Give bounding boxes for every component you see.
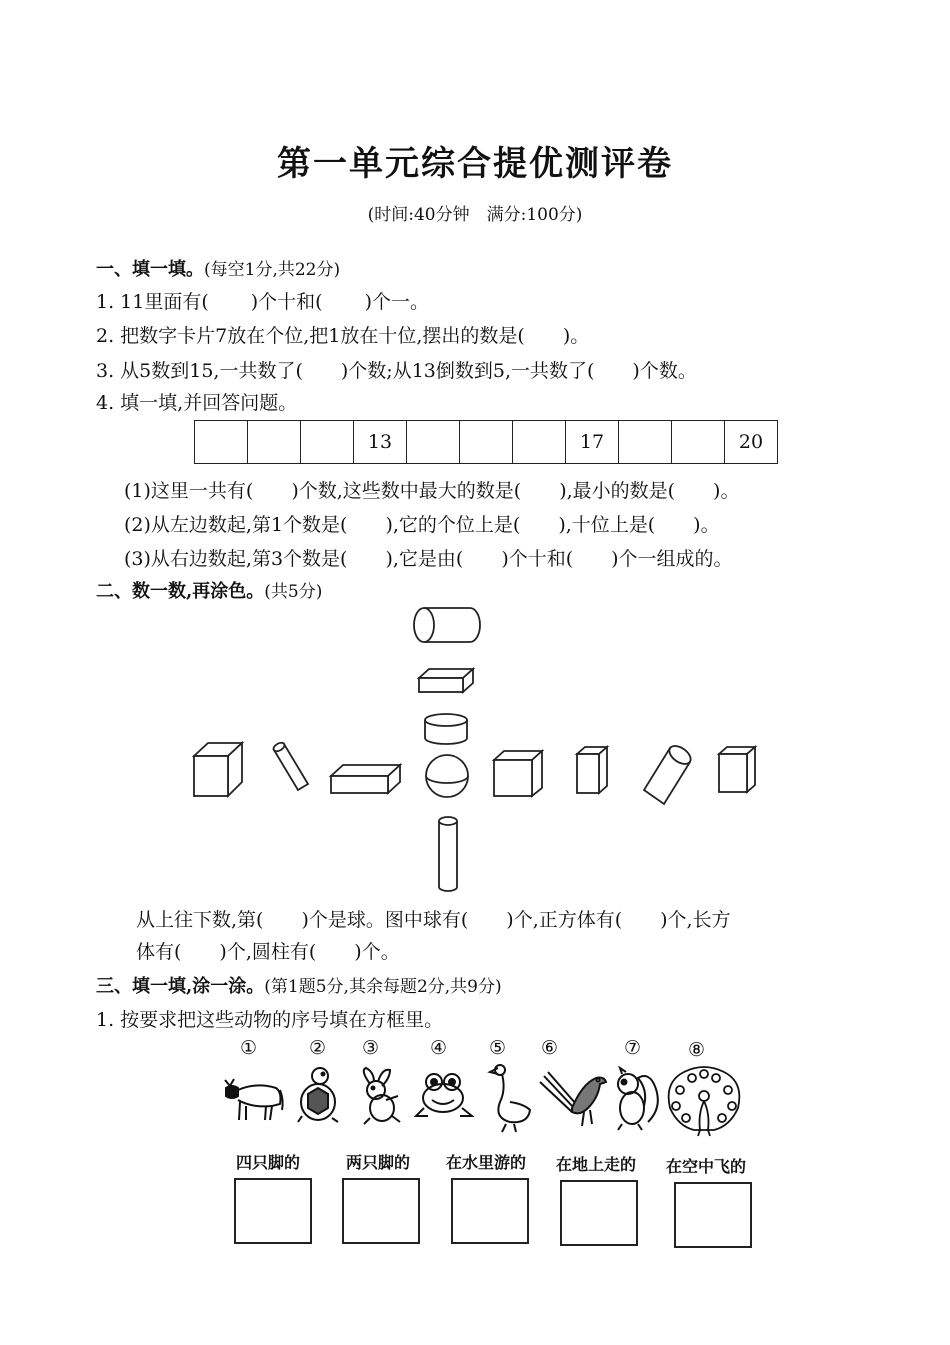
number-line-table — [194, 420, 778, 464]
cuboid-tall-shape[interactable] — [716, 744, 758, 796]
q1-part-b: )个十和( — [250, 291, 323, 313]
turtle-icon — [296, 1066, 342, 1126]
number-cell[interactable] — [248, 421, 301, 463]
cylinder-upright-shape[interactable] — [436, 815, 460, 893]
animal-number: ① — [240, 1037, 258, 1059]
animal-number: ⑧ — [688, 1039, 706, 1061]
goose-icon — [484, 1062, 534, 1134]
question-1-2: 2. 把数字卡片7放在个位,把1放在十位,摆出的数是( )。 — [96, 325, 590, 347]
cylinder-lying-shape[interactable] — [410, 605, 482, 647]
section3-note: (第1题5分,其余每题2分,共9分) — [264, 977, 502, 997]
answer-box-four-legs[interactable] — [234, 1178, 312, 1244]
number-cell[interactable] — [195, 421, 248, 463]
section2-text-line1: 从上往下数,第( )个是球。图中球有( )个,正方体有( )个,长方 — [136, 909, 731, 931]
question-1-4-sub1: (1)这里一共有( )个数,这些数中最大的数是( ),最小的数是( )。 — [124, 480, 740, 502]
box-label-swim: 在水里游的 — [446, 1153, 527, 1172]
animal-number: ④ — [430, 1037, 448, 1059]
animal-number: ③ — [362, 1037, 380, 1059]
section2-title: 二、数一数,再涂色。 — [96, 581, 265, 602]
section2-heading — [96, 577, 322, 603]
squirrel-icon — [608, 1066, 664, 1132]
cylinder-thin-tilted-shape[interactable] — [270, 740, 315, 796]
section1-title: 一、填一填。 — [96, 259, 204, 280]
box-label-two-legs: 两只脚的 — [346, 1153, 411, 1172]
number-cell: 20 — [738, 431, 764, 453]
cow-icon — [222, 1074, 286, 1126]
cuboid-tall-shape[interactable] — [574, 744, 610, 796]
box-label-four-legs: 四只脚的 — [236, 1153, 301, 1172]
number-cell[interactable] — [672, 421, 725, 463]
number-cell: 13 — [354, 421, 407, 463]
section2-text-line2: 体有( )个,圆柱有( )个。 — [136, 941, 400, 963]
number-cell[interactable] — [407, 421, 460, 463]
question-1-4-sub3: (3)从右边数起,第3个数是( ),它是由( )个十和( )个一组成的。 — [124, 548, 733, 570]
answer-box-swim[interactable] — [451, 1178, 529, 1244]
section2-note: (共5分) — [264, 582, 323, 602]
animal-number: ⑦ — [624, 1037, 642, 1059]
section1-heading — [96, 255, 340, 281]
question-1-4-sub2: (2)从左边数起,第1个数是( ),它的个位上是( ),十位上是( )。 — [124, 514, 720, 536]
number-cell[interactable] — [301, 421, 354, 463]
rabbit-icon — [356, 1066, 404, 1126]
sphere-shape[interactable] — [424, 752, 470, 800]
cube-shape[interactable] — [490, 748, 546, 800]
cuboid-long-shape[interactable] — [328, 762, 404, 796]
box-label-walk: 在地上走的 — [556, 1155, 637, 1174]
page-subtitle: (时间:40分钟 满分:100分) — [367, 205, 583, 225]
q1-part-a: 1. 11里面有( — [96, 291, 209, 313]
question-1-4: 4. 填一填,并回答问题。 — [96, 392, 298, 414]
cube-shape[interactable] — [190, 740, 246, 800]
frog-icon — [414, 1070, 474, 1120]
box-label-fly: 在空中飞的 — [666, 1157, 747, 1176]
animal-number: ② — [309, 1037, 327, 1059]
page-title: 第一单元综合提优测评卷 — [277, 144, 673, 184]
peacock-icon — [664, 1064, 744, 1138]
question-1-3: 3. 从5数到15,一共数了( )个数;从13倒数到5,一共数了( )个数。 — [96, 360, 697, 382]
question-1-1 — [96, 287, 429, 314]
number-cell[interactable] — [513, 421, 566, 463]
number-cell: 17 — [566, 421, 619, 463]
cuboid-flat-shape[interactable] — [415, 666, 477, 696]
q1-part-c: )个一。 — [364, 291, 430, 313]
number-cell[interactable] — [460, 421, 513, 463]
number-cell[interactable] — [619, 421, 672, 463]
magpie-icon — [538, 1068, 608, 1130]
cylinder-short-shape[interactable] — [423, 712, 469, 746]
answer-box-two-legs[interactable] — [342, 1178, 420, 1244]
section3-heading — [96, 972, 502, 998]
section1-note: (每空1分,共22分) — [204, 260, 341, 280]
animal-number: ⑤ — [489, 1037, 507, 1059]
answer-box-fly[interactable] — [674, 1182, 752, 1248]
animal-number: ⑥ — [541, 1037, 559, 1059]
section3-title: 三、填一填,涂一涂。 — [96, 976, 265, 997]
answer-box-walk[interactable] — [560, 1180, 638, 1246]
question-3-1: 1. 按要求把这些动物的序号填在方框里。 — [96, 1009, 444, 1031]
cylinder-tilted-shape[interactable] — [636, 742, 694, 808]
